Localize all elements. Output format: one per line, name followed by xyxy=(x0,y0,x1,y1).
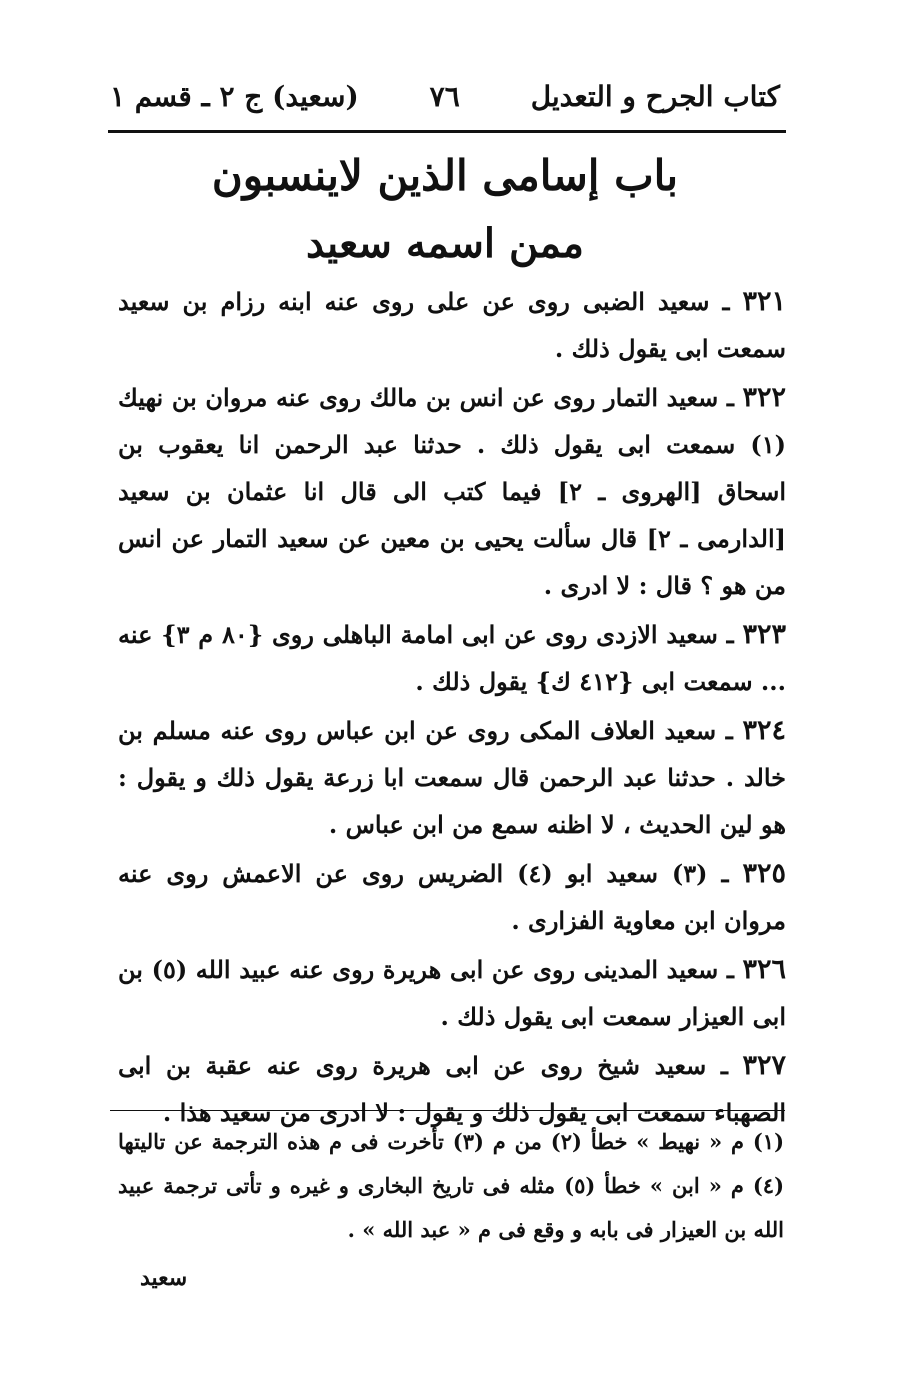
entry-text: ـ سعيد التمار روى عن انس بن مالك روى عنه مروان بن نهيك (١) سمعت ابى يقول ذلك . حدثنا عبد الرحمن انا يعقوب بن اسحاق [الهروى ـ ٢] فيما كتب الى قال انا عثمان بن سعيد [الدارمى ـ ٢] قال سألت يحيى بن معين عن سعيد التمار عن انس من هو ؟ قال : لا ادرى . xyxy=(118,383,787,600)
entry-322 xyxy=(118,374,786,609)
entry-323 xyxy=(118,611,786,705)
entry-paragraph xyxy=(118,850,786,944)
entry-paragraph xyxy=(118,946,786,1040)
entry-number: ٣٢٥ xyxy=(742,858,786,889)
entry-number: ٣٢٤ xyxy=(742,715,786,746)
entry-number: ٣٢٧ xyxy=(742,1050,786,1081)
entry-number: ٣٢٢ xyxy=(742,382,787,413)
entry-number: ٣٢٦ xyxy=(742,954,786,985)
entry-text: ـ سعيد الضبى روى عن على روى عنه ابنه رزام بن سعيد سمعت ابى يقول ذلك . xyxy=(118,287,786,363)
chapter-title-line1: باب إسامى الذين لاينسبون xyxy=(211,151,679,200)
entry-324 xyxy=(118,707,786,848)
entry-paragraph xyxy=(118,278,786,372)
book-title: كتاب الجرح و التعديل xyxy=(530,79,780,113)
header-rule xyxy=(108,130,786,133)
entry-321 xyxy=(118,278,786,372)
entry-paragraph xyxy=(118,707,786,848)
entry-paragraph xyxy=(118,611,786,705)
page-number: ٧٦ xyxy=(429,79,460,113)
entry-326 xyxy=(118,946,786,1040)
entry-325 xyxy=(118,850,786,944)
catchword: سعيد xyxy=(140,1265,188,1291)
entry-number: ٣٢١ xyxy=(742,286,787,317)
entry-text: ـ سعيد الازدى روى عن ابى امامة الباهلى روى {٨٠ م ٣} عنه ... سمعت ابى {٤١٢ ك} يقول ذلك . xyxy=(118,620,786,696)
chapter-title-line2: ممن اسمه سعيد xyxy=(306,220,584,267)
footnotes: (١) م « نهيط » خطأ (٢) من م (٣) تأخرت فى م هذه الترجمة عن تاليتها (٤) م « ابن » خطأ (٥) مثله فى تاريخ البخارى و غيره و تأتى ترجمة عبيد الله بن العيزار فى بابه و وقع فى م « عبد الله » . xyxy=(118,1129,785,1242)
entry-text: ـ سعيد المدينى روى عن ابى هريرة روى عنه عبيد الله (٥) بن ابى العيزار سمعت ابى يقول ذلك . xyxy=(118,955,786,1031)
running-header xyxy=(110,70,780,122)
footnote-rule xyxy=(110,1110,785,1111)
entry-number: ٣٢٣ xyxy=(742,619,786,650)
entries-list xyxy=(118,278,786,1138)
entry-text: ـ سعيد العلاف المكى روى عن ابن عباس روى عنه مسلم بن خالد . حدثنا عبد الرحمن قال سمعت ابا زرعة يقول ذلك و يقول : هو لين الحديث ، لا اظنه سمع من ابن عباس . xyxy=(118,716,786,839)
entry-paragraph xyxy=(118,374,786,609)
entry-text: ـ (٣) سعيد ابو (٤) الضريس روى عن الاعمش روى عنه مروان ابن معاوية الفزارى . xyxy=(118,859,786,935)
volume-label: (سعيد) ج ٢ ـ قسم ١ xyxy=(110,79,359,113)
entry-text: ـ سعيد شيخ روى عن ابى هريرة روى عنه عقبة بن ابى الصهباء سمعت ابى يقول ذلك و يقول : لا ادرى من سعيد هذا . xyxy=(118,1051,786,1127)
